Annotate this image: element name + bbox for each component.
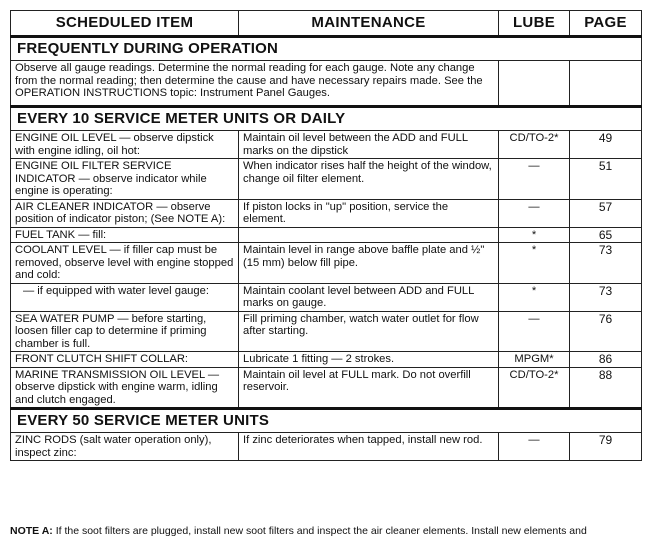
header-maintenance: MAINTENANCE bbox=[239, 11, 499, 37]
header-lube: LUBE bbox=[499, 11, 570, 37]
page-cell-empty bbox=[570, 61, 642, 107]
section-title-every-10: EVERY 10 SERVICE METER UNITS OR DAILY bbox=[11, 107, 642, 131]
lube-cell: * bbox=[499, 283, 570, 311]
maintenance-cell: If zinc deteriorates when tapped, install new rod. bbox=[239, 433, 499, 461]
maintenance-cell: If piston locks in "up" position, service the element. bbox=[239, 199, 499, 227]
scheduled-item-cell: ENGINE OIL FILTER SERVICE INDICATOR — observe indicator while engine is operating: bbox=[11, 159, 239, 200]
maintenance-cell: Maintain coolant level between ADD and FULL marks on gauge. bbox=[239, 283, 499, 311]
maintenance-cell: Lubricate 1 fitting — 2 strokes. bbox=[239, 352, 499, 368]
gauge-observation-note: Observe all gauge readings. Determine the normal reading for each gauge. Note any change from the normal reading; then determine the cause and have necessary repairs made. See the OPERATION INSTRUCTIONS topic: Instrument Panel Gauges. bbox=[11, 61, 499, 107]
page-cell: 57 bbox=[570, 199, 642, 227]
table-row bbox=[11, 131, 642, 159]
maintenance-cell bbox=[239, 227, 499, 243]
scheduled-item-cell: MARINE TRANSMISSION OIL LEVEL — observe dipstick with engine warm, idling and clutch engaged. bbox=[11, 367, 239, 409]
table-row bbox=[11, 199, 642, 227]
scheduled-item-cell: FRONT CLUTCH SHIFT COLLAR: bbox=[11, 352, 239, 368]
table-row bbox=[11, 311, 642, 352]
scheduled-item-cell: — if equipped with water level gauge: bbox=[11, 283, 239, 311]
page-cell: 73 bbox=[570, 243, 642, 284]
header-row bbox=[11, 11, 642, 37]
scheduled-item-cell: AIR CLEANER INDICATOR — observe position of indicator piston; (See NOTE A): bbox=[11, 199, 239, 227]
table-row bbox=[11, 61, 642, 107]
table-row bbox=[11, 352, 642, 368]
scheduled-item-cell: COOLANT LEVEL — if filler cap must be removed, observe level with engine stopped and cold: bbox=[11, 243, 239, 284]
lube-cell: CD/TO-2* bbox=[499, 367, 570, 409]
header-page: PAGE bbox=[570, 11, 642, 37]
section-title-every-50: EVERY 50 SERVICE METER UNITS bbox=[11, 409, 642, 433]
header-scheduled-item: SCHEDULED ITEM bbox=[11, 11, 239, 37]
table-row bbox=[11, 227, 642, 243]
scheduled-item-cell: SEA WATER PUMP — before starting, loosen filler cap to determine if priming chamber is full. bbox=[11, 311, 239, 352]
page-cell: 51 bbox=[570, 159, 642, 200]
lube-cell: MPGM* bbox=[499, 352, 570, 368]
table-row bbox=[11, 283, 642, 311]
maintenance-cell: Maintain level in range above baffle plate and ½" (15 mm) below fill pipe. bbox=[239, 243, 499, 284]
page-cell: 79 bbox=[570, 433, 642, 461]
footnote-label: NOTE A: bbox=[10, 525, 53, 537]
scheduled-item-cell: ENGINE OIL LEVEL — observe dipstick with engine idling, oil hot: bbox=[11, 131, 239, 159]
lube-cell: — bbox=[499, 199, 570, 227]
footnote-text: If the soot filters are plugged, install new soot filters and inspect the air cleaner elements. Install new elements and bbox=[55, 525, 587, 537]
maintenance-cell: Maintain oil level between the ADD and FULL marks on the dipstick bbox=[239, 131, 499, 159]
page-cell: 76 bbox=[570, 311, 642, 352]
lube-cell: CD/TO-2* bbox=[499, 131, 570, 159]
table-row bbox=[11, 159, 642, 200]
table-row bbox=[11, 367, 642, 409]
section-row bbox=[11, 409, 642, 433]
footnote bbox=[10, 525, 587, 537]
page-cell: 88 bbox=[570, 367, 642, 409]
lube-cell: — bbox=[499, 433, 570, 461]
maintenance-table bbox=[10, 10, 642, 461]
scheduled-item-cell: FUEL TANK — fill: bbox=[11, 227, 239, 243]
lube-cell: — bbox=[499, 311, 570, 352]
maintenance-cell: When indicator rises half the height of the window, change oil filter element. bbox=[239, 159, 499, 200]
page-cell: 49 bbox=[570, 131, 642, 159]
page-cell: 86 bbox=[570, 352, 642, 368]
maintenance-schedule-sheet bbox=[10, 10, 641, 461]
maintenance-cell: Maintain oil level at FULL mark. Do not overfill reservoir. bbox=[239, 367, 499, 409]
lube-cell: * bbox=[499, 227, 570, 243]
section-title-frequently: FREQUENTLY DURING OPERATION bbox=[11, 37, 642, 61]
section-row bbox=[11, 107, 642, 131]
scheduled-item-cell: ZINC RODS (salt water operation only), inspect zinc: bbox=[11, 433, 239, 461]
lube-cell-empty bbox=[499, 61, 570, 107]
table-row bbox=[11, 433, 642, 461]
lube-cell: * bbox=[499, 243, 570, 284]
section-row bbox=[11, 37, 642, 61]
page-cell: 73 bbox=[570, 283, 642, 311]
page-cell: 65 bbox=[570, 227, 642, 243]
maintenance-cell: Fill priming chamber, watch water outlet for flow after starting. bbox=[239, 311, 499, 352]
table-row bbox=[11, 243, 642, 284]
lube-cell: — bbox=[499, 159, 570, 200]
